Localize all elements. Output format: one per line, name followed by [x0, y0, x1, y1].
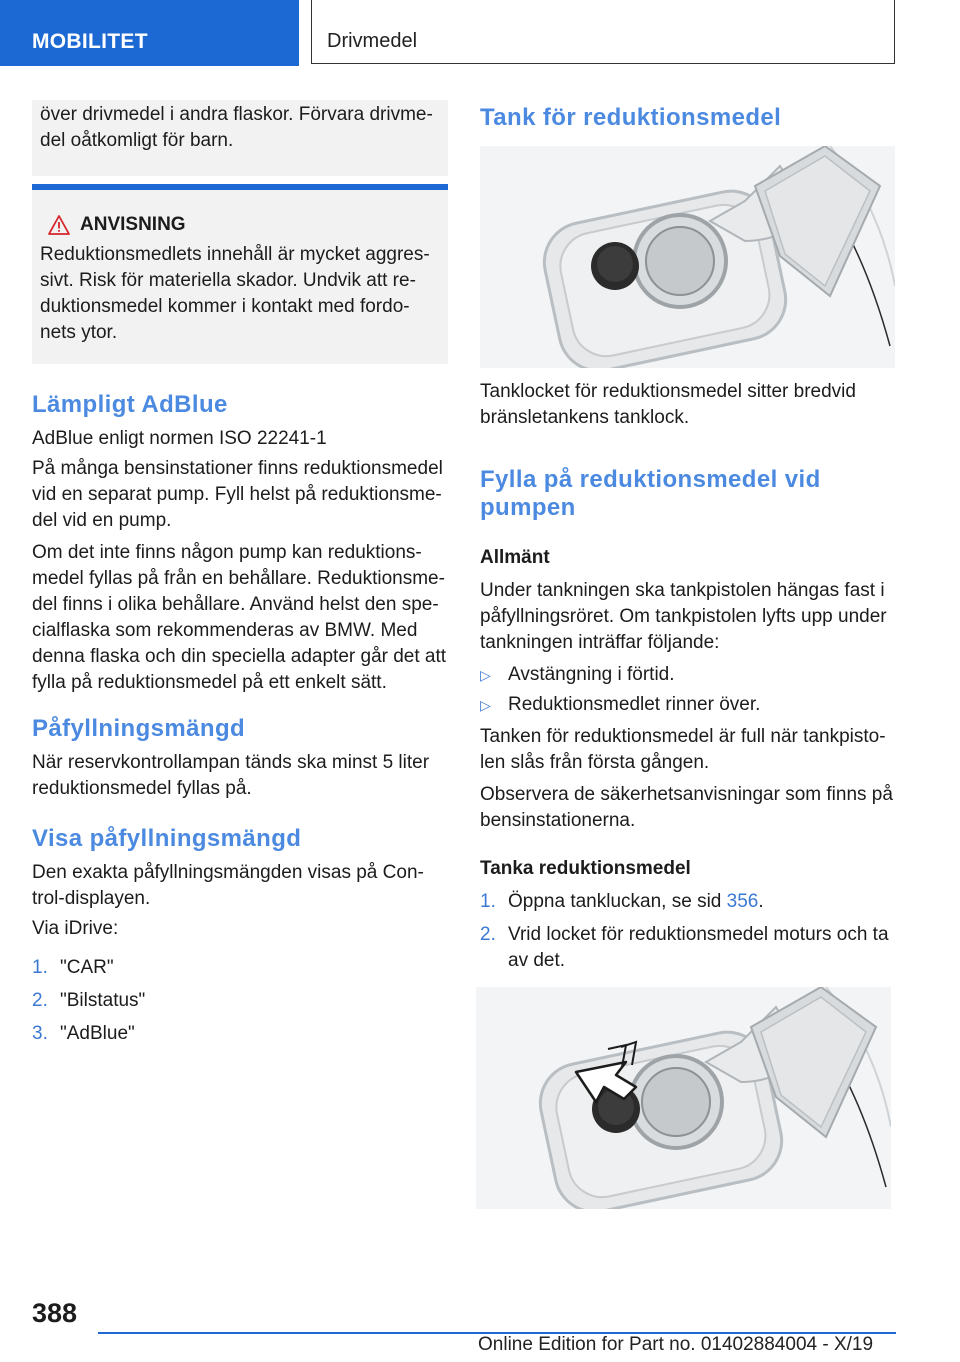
bullet-text: Avstängning i förtid.: [508, 664, 675, 685]
heading-tank: Tank för reduktionsmedel: [480, 104, 782, 131]
step-text: Öppna tankluckan, se sid: [508, 891, 727, 912]
step-number: 3.: [32, 1023, 48, 1044]
warning-box: [32, 184, 448, 364]
warning-title: [40, 212, 434, 238]
adblue-pumps: På många bensinstationer finns reduktionsmedel vid en separat pump. Fyll helst på reduktionsme- del vid en pump.: [32, 458, 443, 531]
page-header: [0, 0, 960, 66]
via-idrive: Via iDrive:: [32, 918, 119, 939]
warning-text: Reduktionsmedlets innehåll är mycket aggres- sivt. Risk för materiella skador. Undvik att re- duktionsmedel kommer i kontakt med fordo- nets ytor.: [40, 244, 430, 343]
adblue-containers: Om det inte finns någon pump kan reduktions- medel fyllas på från en behållare. Reduktionsme- del finns i olika behållare. Använd helst den spe- cialflaska som rekommenderas av BMW. Med denna flaska och din speciella adapter går det att fylla på reduktionsmedel på ett enkelt sätt.: [32, 542, 447, 693]
heading-show-amount: Visa påfyllningsmängd: [32, 825, 302, 852]
intro-box: [32, 100, 448, 176]
idrive-step-2: [32, 988, 145, 1014]
step-number: 1.: [32, 957, 48, 978]
tank-cap-arrow-illustration: [476, 987, 891, 1209]
page-link-356[interactable]: 356: [726, 891, 759, 912]
refuel-title: Tanka reduktionsmedel: [480, 858, 691, 879]
general-text: Under tankningen ska tankpistolen hängas fast i påfyllningsröret. Om tankpistolen lyfts upp under tankningen inträffar följande:: [480, 580, 887, 653]
tank-cap-image: [480, 146, 895, 368]
bullet-item-2: [480, 692, 760, 718]
refuel-step-2: [480, 922, 900, 974]
intro-text: över drivmedel i andra flaskor. Förvara drivme- del oåtkomligt för barn.: [40, 104, 433, 151]
step-label: "Bilstatus": [60, 990, 146, 1011]
general-title: Allmänt: [480, 547, 550, 568]
bullet-text: Reduktionsmedlet rinner över.: [508, 694, 761, 715]
section-label: MOBILITET: [0, 0, 299, 66]
warning-triangle-icon: [48, 215, 70, 235]
idrive-step-1: [32, 955, 114, 981]
triangle-bullet-icon: ▷: [480, 697, 491, 713]
heading-fill: Fylla på reduktionsmedel vid pumpen: [480, 466, 821, 521]
idrive-step-3: [32, 1021, 135, 1047]
bullet-item-1: [480, 662, 675, 688]
step-number: 2.: [32, 990, 48, 1011]
step-text: Vrid locket för reduktionsmedel moturs och ta av det.: [508, 924, 889, 971]
heading-adblue: Lämpligt AdBlue: [32, 391, 228, 418]
tank-cap-open-image: [476, 987, 891, 1209]
step-number: 2.: [480, 924, 496, 945]
step-number: 1.: [480, 891, 496, 912]
edition-text: Online Edition for Part no. 01402884004 - X/19: [478, 1334, 874, 1355]
tank-caption: Tanklocket för reduktionsmedel sitter bredvid bränsletankens tanklock.: [480, 381, 856, 428]
adblue-norm: AdBlue enligt normen ISO 22241-1: [32, 428, 327, 449]
show-amount-text: Den exakta påfyllningsmängden visas på Con- trol-displayen.: [32, 862, 424, 909]
amount-text: När reservkontrollampan tänds ska minst 5 liter reduktionsmedel fyllas på.: [32, 752, 430, 799]
observe-text: Observera de säkerhetsanvisningar som finns på bensinstationerna.: [480, 784, 893, 831]
step-end: .: [758, 891, 764, 912]
heading-amount: Påfyllningsmängd: [32, 715, 246, 742]
step-label: "CAR": [60, 957, 114, 978]
full-text: Tanken för reduktionsmedel är full när tankpisto- len slås från första gången.: [480, 726, 886, 773]
warning-title-text: ANVISNING: [80, 214, 186, 235]
page-number: 388: [32, 1298, 78, 1328]
step-label: "AdBlue": [60, 1023, 135, 1044]
refuel-step-1: [480, 889, 764, 915]
triangle-bullet-icon: ▷: [480, 667, 491, 683]
tank-cap-illustration: [480, 146, 895, 368]
chapter-label: Drivmedel: [311, 0, 895, 64]
